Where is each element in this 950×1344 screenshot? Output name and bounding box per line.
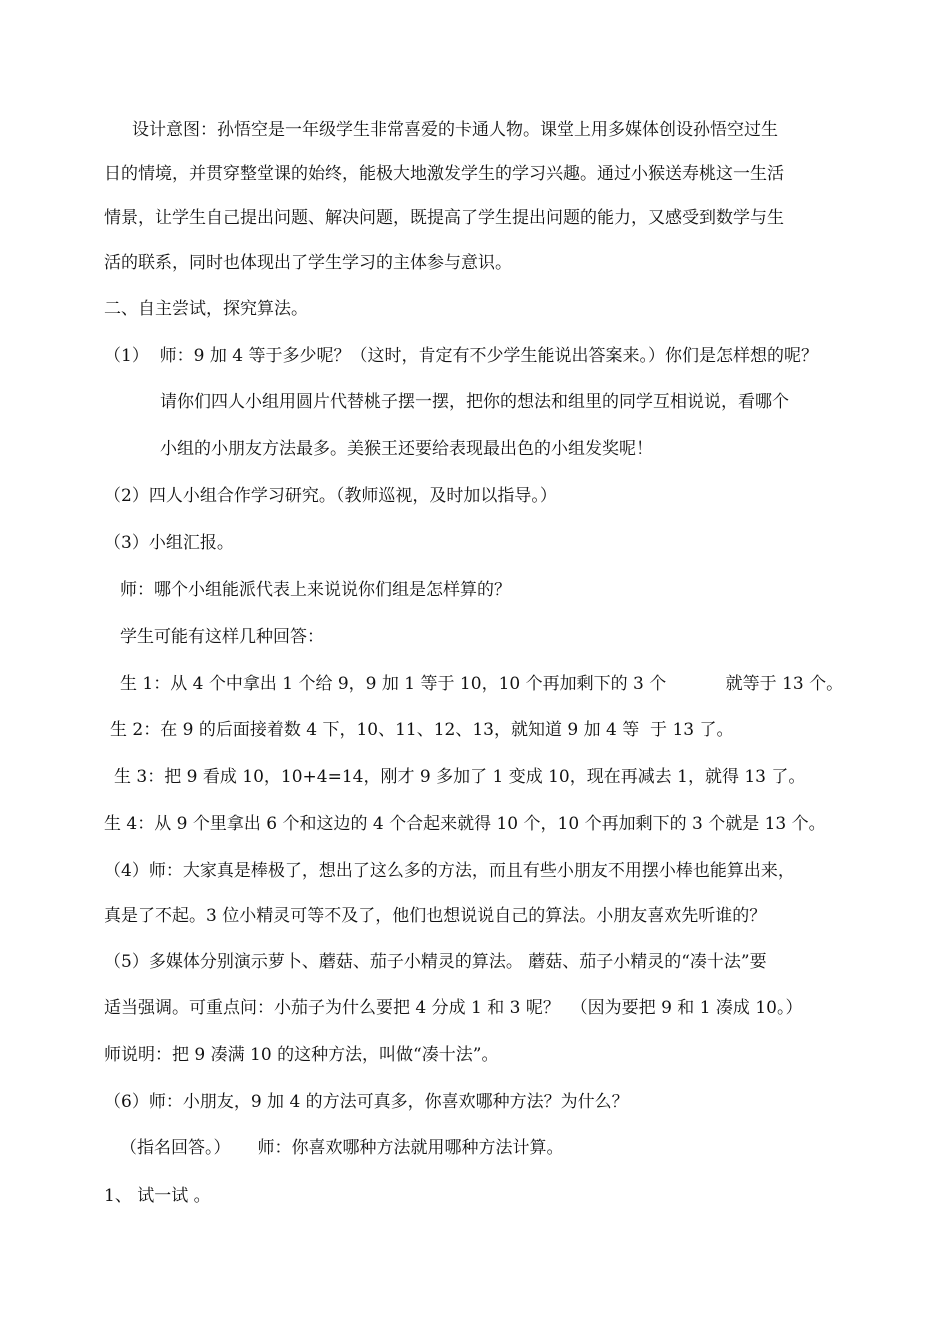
step-1-line-2: 请你们四人小组用圆片代替桃子摆一摆，把你的想法和组里的同学互相说说，看哪个 xyxy=(160,392,789,412)
step-6-followup: （指名回答。） 师：你喜欢哪种方法就用哪种方法计算。 xyxy=(120,1138,564,1158)
step-5-line-2: 适当强调。可重点问：小茄子为什么要把 4 分成 1 和 3 呢？ （因为要把 9 和 1 凑成 10。） xyxy=(104,998,803,1018)
step-1-line-1: （1） 师：9 加 4 等于多少呢？（这时，肯定有不少学生能说出答案来。）你们是怎样想的呢？ xyxy=(104,346,818,366)
try-it-heading: 1、 试一试 。 xyxy=(104,1186,211,1206)
design-intent-line-3: 情景，让学生自己提出问题、解决问题，既提高了学生提出问题的能力，又感受到数学与生 xyxy=(104,208,784,228)
step-6: （6）师：小朋友，9 加 4 的方法可真多，你喜欢哪种方法？为什么？ xyxy=(104,1092,629,1112)
step-1-line-3: 小组的小朋友方法最多。美猴王还要给表现最出色的小组发奖呢！ xyxy=(160,439,653,459)
section-heading: 二、自主尝试，探究算法。 xyxy=(104,299,308,319)
step-4-line-1: （4）师：大家真是棒极了，想出了这么多的方法，而且有些小朋友不用摆小棒也能算出来， xyxy=(104,861,795,881)
step-3: （3）小组汇报。 xyxy=(104,533,234,553)
design-intent-line-2: 日的情境，并贯穿整堂课的始终，能极大地激发学生的学习兴趣。通过小猴送寿桃这一生活 xyxy=(104,164,784,184)
teacher-question: 师：哪个小组能派代表上来说说你们组是怎样算的？ xyxy=(120,580,511,600)
step-2: （2）四人小组合作学习研究。（教师巡视，及时加以指导。） xyxy=(104,486,557,506)
answers-intro: 学生可能有这样几种回答： xyxy=(120,627,324,647)
student-answer-4: 生 4：从 9 个里拿出 6 个和这边的 4 个合起来就得 10 个，10 个再加剩下的 3 个就是 13 个。 xyxy=(104,814,826,834)
design-intent-line-4: 活的联系，同时也体现出了学生学习的主体参与意识。 xyxy=(104,253,512,273)
step-4-line-2: 真是了不起。3 位小精灵可等不及了，他们也想说说自己的算法。小朋友喜欢先听谁的？ xyxy=(104,906,767,926)
design-intent-line-1: 设计意图：孙悟空是一年级学生非常喜爱的卡通人物。课堂上用多媒体创设孙悟空过生 xyxy=(132,120,778,140)
student-answer-2: 生 2：在 9 的后面接着数 4 下，10、11、12、13，就知道 9 加 4 等 于 13 了。 xyxy=(110,720,734,740)
student-answer-3: 生 3：把 9 看成 10，10+4=14，刚才 9 多加了 1 变成 10，现在再减去 1，就得 13 了。 xyxy=(114,767,806,787)
teacher-explanation: 师说明：把 9 凑满 10 的这种方法，叫做“凑十法”。 xyxy=(104,1045,499,1065)
step-5-line-1: （5）多媒体分别演示萝卜、蘑菇、茄子小精灵的算法。 蘑菇、茄子小精灵的“凑十法”要 xyxy=(104,952,767,972)
student-answer-1: 生 1：从 4 个中拿出 1 个给 9，9 加 1 等于 10，10 个再加剩下的 3 个 就等于 13 个。 xyxy=(120,674,844,694)
